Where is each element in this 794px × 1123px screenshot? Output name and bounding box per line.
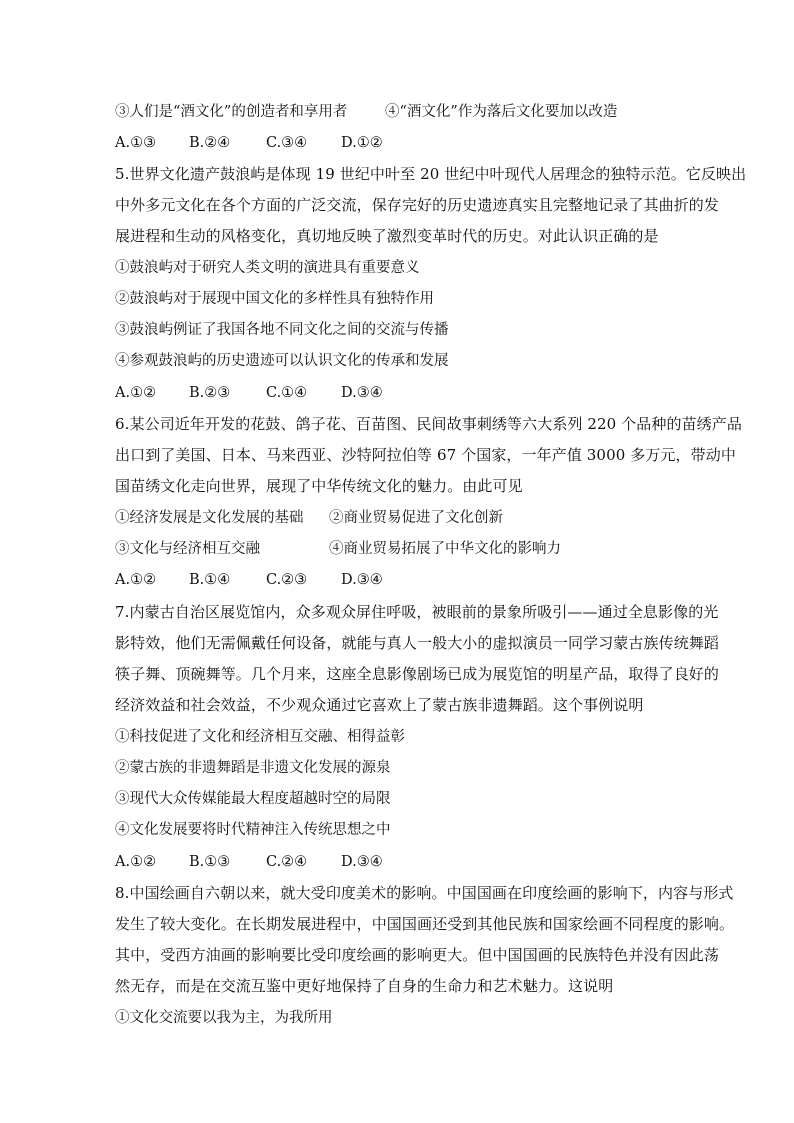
q5-option-2: ②鼓浪屿对于展现中国文化的多样性具有独特作用 xyxy=(115,291,434,307)
q6-choice-c[interactable]: C.②③ xyxy=(266,572,308,588)
q5-option-1: ①鼓浪屿对于研究人类文明的演进具有重要意义 xyxy=(115,260,420,276)
q5-stem-line-1: 5.世界文化遗产鼓浪屿是体现 19 世纪中叶至 20 世纪中叶现代人居理念的独特示范。它反映出 xyxy=(115,165,747,183)
q4-option-3: ③人们是“酒文化”的创造者和享用者 xyxy=(115,104,348,120)
q6-choice-a[interactable]: A.①② xyxy=(115,572,157,588)
q7-choice-b[interactable]: B.①③ xyxy=(189,854,231,870)
q6-choice-b[interactable]: B.①④ xyxy=(189,572,231,588)
q7-choice-c[interactable]: C.②④ xyxy=(266,854,308,870)
q7-choice-a[interactable]: A.①② xyxy=(115,854,157,870)
q4-choice-b[interactable]: B.②④ xyxy=(189,135,231,151)
q5-stem-line-3: 展进程和生动的风格变化，真切地反映了激烈变革时代的历史。对此认识正确的是 xyxy=(115,227,659,245)
q7-stem-line-4: 经济效益和社会效益，不少观众通过它喜欢上了蒙古族非遗舞蹈。这个事例说明 xyxy=(115,696,644,714)
q4-option-4: ④“酒文化”作为落后文化要加以改造 xyxy=(385,104,618,120)
q5-choice-c[interactable]: C.①④ xyxy=(266,385,308,401)
q8-option-1: ①文化交流要以我为主，为我所用 xyxy=(115,1010,333,1026)
q6-option-2: ②商业贸易促进了文化创新 xyxy=(329,510,503,526)
q6-choice-d[interactable]: D.③④ xyxy=(341,572,383,588)
q4-choice-d[interactable]: D.①② xyxy=(341,135,383,151)
q6-option-3: ③文化与经济相互交融 xyxy=(115,541,260,557)
q8-stem-line-2: 发生了较大变化。在长期发展进程中，中国国画还受到其他民族和国家绘画不同程度的影响。 xyxy=(115,915,735,933)
q7-option-4: ④文化发展要将时代精神注入传统思想之中 xyxy=(115,822,391,838)
q6-option-4: ④商业贸易拓展了中华文化的影响力 xyxy=(329,541,561,557)
q7-option-1: ①科技促进了文化和经济相互交融、相得益彰 xyxy=(115,729,405,745)
q5-choice-d[interactable]: D.③④ xyxy=(341,385,383,401)
q8-stem-line-4: 然无存，而是在交流互鉴中更好地保持了自身的生命力和艺术魅力。这说明 xyxy=(115,977,614,995)
q5-choice-b[interactable]: B.②③ xyxy=(189,385,231,401)
q7-choice-d[interactable]: D.③④ xyxy=(341,854,383,870)
q5-option-4: ④参观鼓浪屿的历史遗迹可以认识文化的传承和发展 xyxy=(115,353,449,369)
q7-stem-line-2: 影特效，他们无需佩戴任何设备，就能与真人一般大小的虚拟演员一同学习蒙古族传统舞蹈 xyxy=(115,634,720,652)
q6-option-1: ①经济发展是文化发展的基础 xyxy=(115,510,304,526)
q6-stem-line-3: 国苗绣文化走向世界，展现了中华传统文化的魅力。由此可见 xyxy=(115,477,523,495)
q5-stem-line-2: 中外多元文化在各个方面的广泛交流，保存完好的历史遗迹真实且完整地记录了其曲折的发 xyxy=(115,196,720,214)
q5-choice-a[interactable]: A.①② xyxy=(115,385,157,401)
q7-option-3: ③现代大众传媒能最大程度超越时空的局限 xyxy=(115,791,391,807)
q7-option-2: ②蒙古族的非遗舞蹈是非遗文化发展的源泉 xyxy=(115,760,391,776)
q7-stem-line-1: 7.内蒙古自治区展览馆内，众多观众屏住呼吸，被眼前的景象所吸引——通过全息影像的光 xyxy=(115,603,719,621)
q4-choice-c[interactable]: C.③④ xyxy=(266,135,308,151)
q4-choice-a[interactable]: A.①③ xyxy=(115,135,157,151)
q7-stem-line-3: 筷子舞、顶碗舞等。几个月来，这座全息影像剧场已成为展览馆的明星产品，取得了良好的 xyxy=(115,665,720,683)
q8-stem-line-3: 其中，受西方油画的影响要比受印度绘画的影响更大。但中国国画的民族特色并没有因此荡 xyxy=(115,946,720,964)
q6-stem-line-1: 6.某公司近年开发的花鼓、鸽子花、百苗图、民间故事刺绣等六大系列 220 个品种的苗绣产品 xyxy=(115,415,742,433)
q6-stem-line-2: 出口到了美国、日本、马来西亚、沙特阿拉伯等 67 个国家，一年产值 3000 多万元，带动中 xyxy=(115,446,736,464)
q8-stem-line-1: 8.中国绘画自六朝以来，就大受印度美术的影响。中国国画在印度绘画的影响下，内容与形式 xyxy=(115,884,734,902)
q5-option-3: ③鼓浪屿例证了我国各地不同文化之间的交流与传播 xyxy=(115,322,449,338)
